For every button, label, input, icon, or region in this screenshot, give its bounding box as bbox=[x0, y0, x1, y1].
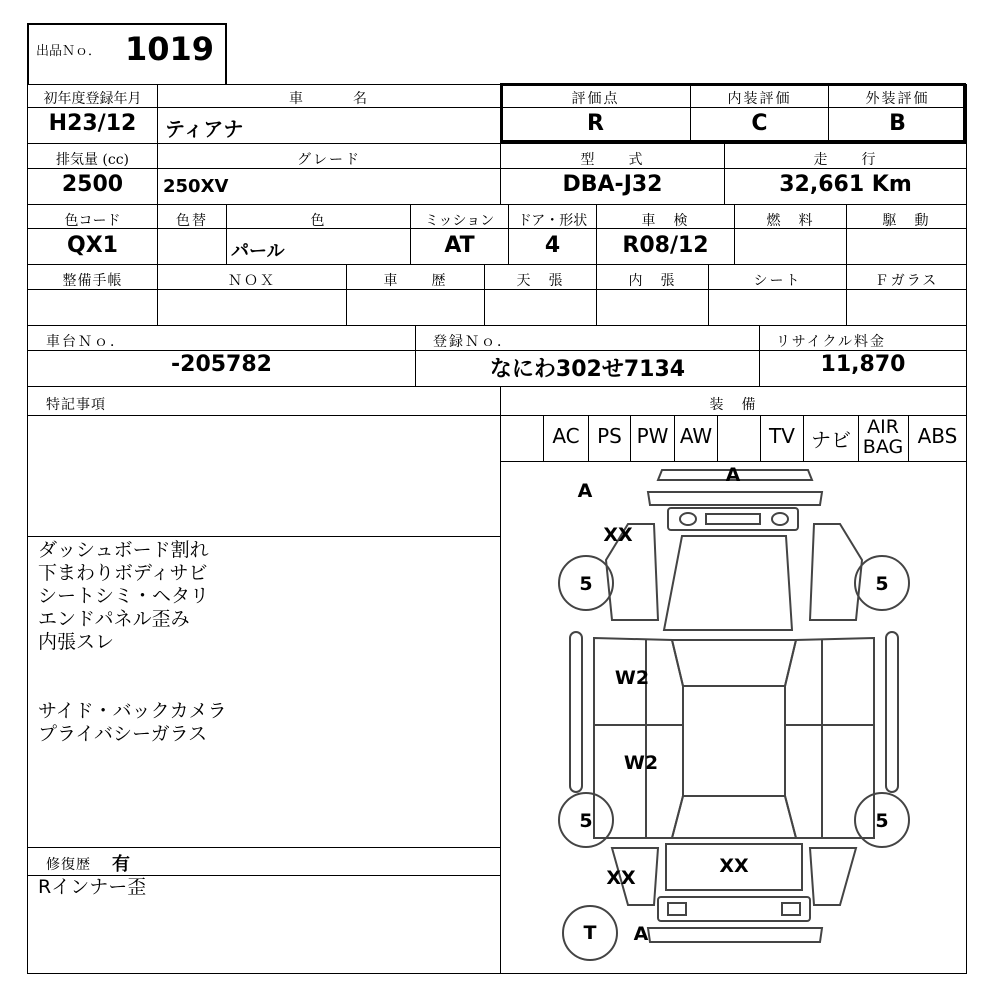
model-label: 型 式 bbox=[580, 152, 645, 168]
chassis-value: -205782 bbox=[171, 352, 272, 377]
fuel-label: 燃 料 bbox=[766, 213, 815, 229]
note-line: サイド・バックカメラ bbox=[38, 700, 227, 722]
nox-label: ＮＯＸ bbox=[228, 273, 276, 289]
plate-label: 登録Ｎｏ． bbox=[433, 334, 513, 350]
mark-wheel-rr: 5 bbox=[875, 810, 889, 832]
first-reg-label: 初年度登録年月 bbox=[43, 91, 142, 107]
mark-rear-left: XX bbox=[606, 867, 636, 889]
equipment-item-navi: ナビ bbox=[811, 428, 851, 452]
equipment-item-pw: PW bbox=[636, 424, 669, 448]
mark-spare: T bbox=[583, 922, 597, 944]
interior-label: 内装評価 bbox=[727, 91, 792, 107]
mission-value: AT bbox=[444, 233, 475, 258]
color-label: 色 bbox=[310, 213, 327, 229]
note-line: 下まわりボディサビ bbox=[38, 562, 208, 584]
mark-front-door-l: W2 bbox=[614, 667, 650, 689]
door-label: ドア・形状 bbox=[517, 213, 588, 229]
inspection-value: R08/12 bbox=[622, 233, 709, 258]
equipment-item-airbag: AIR BAG bbox=[862, 416, 904, 458]
history-label: 車 歴 bbox=[383, 273, 448, 289]
car-name-value: ティアナ bbox=[165, 117, 244, 141]
recycle-value: 11,870 bbox=[820, 352, 906, 377]
note-line: プライバシーガラス bbox=[38, 723, 208, 745]
chassis-label: 車台Ｎｏ． bbox=[46, 334, 126, 350]
recycle-label: リサイクル料金 bbox=[776, 334, 887, 350]
repair-note: Rインナー歪 bbox=[38, 876, 147, 898]
equipment-item-abs: ABS bbox=[917, 424, 958, 448]
lot-number: 1019 bbox=[125, 30, 215, 68]
mark-front-left: A bbox=[577, 480, 593, 502]
mileage-label: 走 行 bbox=[813, 152, 878, 168]
plate-value: なにわ302せ7134 bbox=[489, 357, 686, 382]
mark-front-bumper: A bbox=[725, 464, 741, 486]
color-code-label: 色コード bbox=[64, 213, 121, 229]
interior-value: C bbox=[751, 111, 768, 136]
mark-rear-door-l: W2 bbox=[623, 752, 659, 774]
seat-label: シート bbox=[753, 273, 802, 289]
mark-wheel-fr: 5 bbox=[875, 573, 889, 595]
drive-label: 駆 動 bbox=[882, 213, 931, 229]
note-line: 内張スレ bbox=[38, 631, 115, 653]
equipment-item-ps: PS bbox=[597, 424, 622, 448]
equipment-label: 装 備 bbox=[709, 397, 758, 413]
repair-label: 修復歴 bbox=[46, 857, 91, 873]
score-value: R bbox=[587, 111, 604, 136]
mileage-value: 32,661 Km bbox=[779, 172, 912, 197]
mission-label: ミッション bbox=[424, 213, 495, 229]
note-line: シートシミ・ヘタリ bbox=[38, 585, 210, 607]
maintenance-label: 整備手帳 bbox=[62, 273, 123, 289]
door-value: 4 bbox=[544, 233, 561, 258]
equipment-item-ac: AC bbox=[552, 424, 580, 448]
exterior-label: 外装評価 bbox=[865, 91, 930, 107]
car-name-label: 車 名 bbox=[289, 91, 369, 107]
color-change-label: 色替 bbox=[176, 213, 208, 229]
repair-value: 有 bbox=[112, 854, 130, 875]
car-diagram bbox=[501, 462, 966, 973]
color-value: パール bbox=[231, 241, 285, 262]
inspection-label: 車 検 bbox=[641, 213, 690, 229]
notes-label: 特記事項 bbox=[46, 397, 106, 413]
sunroof-label: 天 張 bbox=[516, 273, 565, 289]
model-value: DBA-J32 bbox=[562, 172, 663, 197]
score-label: 評価点 bbox=[571, 91, 620, 107]
mark-trunk: XX bbox=[719, 855, 749, 877]
equipment-item-aw: AW bbox=[679, 424, 713, 448]
displacement-label: 排気量 (cc) bbox=[55, 152, 130, 168]
note-line: ダッシュボード割れ bbox=[38, 539, 209, 561]
mark-wheel-rl: 5 bbox=[579, 810, 593, 832]
displacement-value: 2500 bbox=[61, 172, 124, 197]
equipment-item-tv: TV bbox=[769, 424, 795, 448]
exterior-value: B bbox=[889, 111, 906, 136]
color-code-value: QX1 bbox=[67, 233, 118, 258]
grade-label: グレード bbox=[297, 152, 361, 168]
lot-label: 出品Ｎｏ． bbox=[36, 44, 102, 59]
first-reg-value: H23/12 bbox=[48, 111, 137, 136]
fglass-label: Ｆガラス bbox=[874, 273, 939, 289]
interior-trim-label: 内 張 bbox=[628, 273, 677, 289]
mark-rear-bumper: A bbox=[633, 923, 649, 945]
note-line: エンドパネル歪み bbox=[38, 608, 190, 630]
mark-wheel-fl: 5 bbox=[579, 573, 593, 595]
grade-value: 250XV bbox=[163, 176, 229, 197]
mark-bonnet: XX bbox=[603, 524, 633, 546]
